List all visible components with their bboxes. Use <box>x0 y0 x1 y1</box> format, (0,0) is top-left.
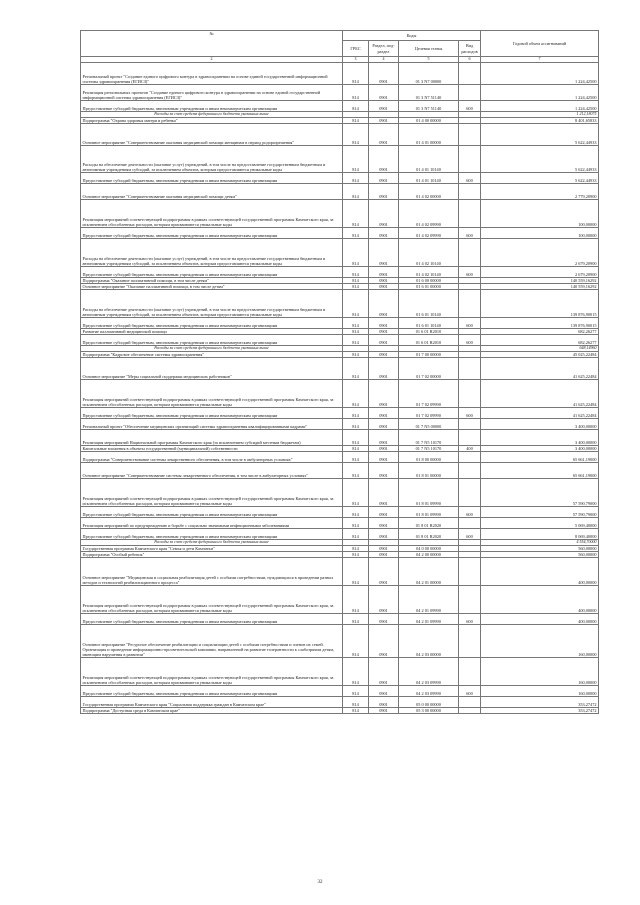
row-section: 0901 <box>369 183 399 199</box>
row-name: Реализация мероприятий по предупреждению и борьбе с социально значимыми инфекционными заболеваниями <box>81 517 343 528</box>
table-row <box>81 418 599 429</box>
table-row <box>81 528 599 539</box>
row-expense-type <box>459 696 481 707</box>
table-row <box>81 624 599 657</box>
table-row <box>81 266 599 277</box>
row-name: Развитие паллиативной медицинской помощи <box>81 328 343 334</box>
row-amount: 41 625,22484 <box>481 379 599 407</box>
row-target-article: 01 8 01 09990 <box>399 506 459 517</box>
row-amount: 140 559,16292 <box>481 283 599 289</box>
table-row <box>81 517 599 528</box>
budget-table <box>80 30 599 714</box>
note-text: Расходы за счет средств федерального бюджета указанных выше <box>81 539 343 545</box>
row-expense-type <box>459 145 481 172</box>
row-section: 0901 <box>369 100 399 111</box>
row-target-article: 05 0 00 00000 <box>399 696 459 707</box>
row-expense-type: 600 <box>459 227 481 238</box>
row-amount: 560,00000 <box>481 551 599 557</box>
row-section: 0901 <box>369 117 399 123</box>
table-row <box>81 227 599 238</box>
row-target-article: 01 8 01 R2020 <box>399 528 459 539</box>
row-grbs: 814 <box>343 506 369 517</box>
note-amount: 648,14960 <box>481 345 599 351</box>
table-row <box>81 506 599 517</box>
row-amount: 1 224,42500 <box>481 62 599 84</box>
row-grbs: 814 <box>343 123 369 145</box>
row-target-article: 01 8 01 00000 <box>399 462 459 478</box>
row-amount: 5 069,40000 <box>481 517 599 528</box>
row-amount: 353,27472 <box>481 696 599 707</box>
row-expense-type <box>459 624 481 657</box>
row-name: Подпрограмма "Совершенствование системы лекарственного обеспечения, в том числе в амбулаторных условиях" <box>81 451 343 462</box>
row-target-article: 01 7 02 09990 <box>399 407 459 418</box>
table-row <box>81 172 599 183</box>
row-section: 0901 <box>369 506 399 517</box>
row-grbs: 814 <box>343 100 369 111</box>
table-row <box>81 685 599 696</box>
row-name: Расходы на обеспечение деятельности (оказание услуг) учреждений, в том числе на предоставление государственным бюджетным и автономным учреждениям субсидий, за исключением объектов, которым предоставляются уникальные коды <box>81 289 343 317</box>
header-codes: Коды <box>343 31 481 41</box>
row-name: Капитальные вложения в объекты государственной (муниципальной) собственности <box>81 445 343 451</box>
budget-table-sheet <box>80 30 598 714</box>
row-name: Предоставление субсидий бюджетным, автономным учреждениям и иным некоммерческим организациям <box>81 227 343 238</box>
row-section: 0901 <box>369 462 399 478</box>
row-grbs: 814 <box>343 172 369 183</box>
row-grbs: 814 <box>343 585 369 613</box>
row-name: Основное мероприятие "Совершенствование системы лекарственного обеспечения, в том числе в амбулаторных условиях" <box>81 462 343 478</box>
row-target-article: 01 8 01 R2020 <box>399 517 459 528</box>
row-section: 0901 <box>369 528 399 539</box>
row-name: Предоставление субсидий бюджетным, автономным учреждениям и иным некоммерческим организациям <box>81 334 343 345</box>
row-amount: 2 679,20900 <box>481 238 599 266</box>
row-section: 0901 <box>369 145 399 172</box>
row-expense-type <box>459 238 481 266</box>
row-amount: 5 622,44933 <box>481 145 599 172</box>
header-grbs: ГРБС <box>343 41 369 57</box>
table-row <box>81 407 599 418</box>
row-section: 0901 <box>369 379 399 407</box>
row-target-article: 01 7 N5 10170 <box>399 445 459 451</box>
row-amount: 100,00000 <box>481 227 599 238</box>
row-section: 0901 <box>369 199 399 227</box>
row-grbs: 814 <box>343 462 369 478</box>
row-target-article: 04 2 00 00000 <box>399 551 459 557</box>
column-index: 4 <box>369 57 399 63</box>
row-amount: 400,00000 <box>481 557 599 585</box>
row-name: Основное мероприятие "Ресурсное обеспечение реабилитации и социализации детей с особыми потребностями и членов их семей. Организация и проведение информационно-просветительской кампании, направленной на развитие толерантности к слабозрячим детям, имеющим нарушения в развитии" <box>81 624 343 657</box>
row-amount: 139 876,90015 <box>481 289 599 317</box>
row-amount: 100,00000 <box>481 199 599 227</box>
table-row <box>81 429 599 445</box>
row-name: Подпрограмма "Охрана здоровья матери и ребенка" <box>81 117 343 123</box>
row-amount: 65 661,19000 <box>481 462 599 478</box>
row-amount: 2 779,20900 <box>481 183 599 199</box>
row-expense-type: 600 <box>459 613 481 624</box>
row-section: 0901 <box>369 123 399 145</box>
row-grbs: 814 <box>343 145 369 172</box>
row-name: Региональный проект "Обеспечение медицинских организаций системы здравоохранения квалифицированными кадрами" <box>81 418 343 429</box>
row-section: 0901 <box>369 351 399 357</box>
row-expense-type <box>459 462 481 478</box>
row-target-article: 01 7 00 00000 <box>399 351 459 357</box>
row-target-article: 01 7 N5 10170 <box>399 429 459 445</box>
row-grbs: 814 <box>343 62 369 84</box>
row-expense-type <box>459 657 481 685</box>
row-target-article: 01 4 02 09990 <box>399 199 459 227</box>
row-grbs: 814 <box>343 357 369 379</box>
row-grbs: 814 <box>343 528 369 539</box>
row-target-article: 01 7 02 00000 <box>399 357 459 379</box>
row-section: 0901 <box>369 551 399 557</box>
row-name: Предоставление субсидий бюджетным, автономным учреждениям и иным некоммерческим организациям <box>81 407 343 418</box>
row-expense-type <box>459 379 481 407</box>
row-amount: 682,26277 <box>481 328 599 334</box>
note-text: Расходы за счет средств федерального бюджета указанных выше <box>81 111 343 117</box>
row-grbs: 814 <box>343 429 369 445</box>
row-target-article: 04 2 01 09990 <box>399 613 459 624</box>
row-section: 0901 <box>369 624 399 657</box>
row-name: Предоставление субсидий бюджетным, автономным учреждениям и иным некоммерческим организациям <box>81 613 343 624</box>
row-expense-type <box>459 557 481 585</box>
row-grbs: 814 <box>343 227 369 238</box>
row-amount: 3 400,00000 <box>481 445 599 451</box>
row-section: 0901 <box>369 172 399 183</box>
row-section: 0901 <box>369 696 399 707</box>
column-index: 6 <box>459 57 481 63</box>
column-index: 7 <box>481 57 599 63</box>
row-name: Предоставление субсидий бюджетным, автономным учреждениям и иным некоммерческим организациям <box>81 528 343 539</box>
row-name: Реализация мероприятий соответствующей подпрограммы в рамках соответствующей государственной программы Камчатского края, за исключением обособленных расходов, которым присваиваются уникальные коды <box>81 478 343 506</box>
row-expense-type <box>459 183 481 199</box>
row-amount: 3 400,00000 <box>481 418 599 429</box>
row-section: 0901 <box>369 227 399 238</box>
table-row <box>81 613 599 624</box>
row-section: 0901 <box>369 657 399 685</box>
row-expense-type <box>459 517 481 528</box>
row-amount: 41 625,22484 <box>481 407 599 418</box>
row-expense-type: 600 <box>459 506 481 517</box>
table-row <box>81 462 599 478</box>
row-name: Подпрограмма "Оказание паллиативной помощи, в том числе детям" <box>81 277 343 283</box>
row-amount: 8 401,65833 <box>481 117 599 123</box>
table-row <box>81 317 599 328</box>
row-grbs: 814 <box>343 379 369 407</box>
row-target-article: 01 3 N7 51140 <box>399 84 459 100</box>
table-row <box>81 199 599 227</box>
row-name: Региональный проект "Создание единого цифрового контура в здравоохранении на основе единой государственной информационной системы здравоохранения (ЕГИСЗ)" <box>81 62 343 84</box>
header-annual-volume: Годовой объем ассигнований <box>481 31 599 57</box>
row-section: 0901 <box>369 84 399 100</box>
row-section: 0901 <box>369 585 399 613</box>
header-razdel: Раздел, под-раздел <box>369 41 399 57</box>
row-grbs: 814 <box>343 266 369 277</box>
row-target-article: 01 4 01 10140 <box>399 145 459 172</box>
row-grbs: 814 <box>343 289 369 317</box>
row-name: Государственная программа Камчатского края "Семья и дети Камчатки" <box>81 545 343 551</box>
row-expense-type <box>459 418 481 429</box>
row-name: Основное мероприятие "Медицинская и социальная реабилитация детей с особыми потребностями, нуждающихся в проведении разных методов и технологий реабилитационного процесса" <box>81 557 343 585</box>
table-row <box>81 123 599 145</box>
note-amount: 1 212,18075 <box>481 111 599 117</box>
row-amount: 682,26277 <box>481 334 599 345</box>
table-row <box>81 707 599 713</box>
row-grbs: 814 <box>343 183 369 199</box>
row-amount: 140 559,16292 <box>481 277 599 283</box>
table-row <box>81 478 599 506</box>
table-row <box>81 451 599 462</box>
row-target-article: 01 6 00 00000 <box>399 277 459 283</box>
row-grbs: 814 <box>343 334 369 345</box>
header-expense-type: Вид расходов <box>459 41 481 57</box>
row-grbs: 814 <box>343 545 369 551</box>
row-expense-type: 600 <box>459 172 481 183</box>
row-section: 0901 <box>369 357 399 379</box>
row-grbs: 814 <box>343 613 369 624</box>
row-expense-type: 600 <box>459 317 481 328</box>
row-amount: 560,00000 <box>481 545 599 551</box>
row-section: 0901 <box>369 283 399 289</box>
row-name: Реализация региональных проектов "Создание единого цифрового контура в здравоохранении на основе единой государственной информационной системы здравоохранения (ЕГИСЗ)" <box>81 84 343 100</box>
row-amount: 160,00000 <box>481 685 599 696</box>
row-grbs: 814 <box>343 407 369 418</box>
table-row <box>81 62 599 84</box>
table-row <box>81 557 599 585</box>
row-name: Реализация мероприятий соответствующей подпрограммы в рамках соответствующей государственной программы Камчатского края, за исключением обособленных расходов, которым присваиваются уникальные коды <box>81 199 343 227</box>
table-row <box>81 696 599 707</box>
header-target-article: Целевая статья <box>399 41 459 57</box>
row-target-article: 01 4 01 00000 <box>399 123 459 145</box>
table-row <box>81 100 599 111</box>
row-grbs: 814 <box>343 557 369 585</box>
header-number: № <box>81 31 343 57</box>
row-grbs: 814 <box>343 551 369 557</box>
row-target-article: 01 8 01 09990 <box>399 478 459 506</box>
table-body <box>81 62 599 713</box>
row-section: 0901 <box>369 328 399 334</box>
row-target-article: 01 7 N5 00000 <box>399 418 459 429</box>
row-name: Предоставление субсидий бюджетным, автономным учреждениям и иным некоммерческим организациям <box>81 685 343 696</box>
row-expense-type: 600 <box>459 685 481 696</box>
row-section: 0901 <box>369 685 399 696</box>
column-index: 5 <box>399 57 459 63</box>
note-text: Расходы за счет средств федерального бюджета указанных выше <box>81 345 343 351</box>
table-row <box>81 145 599 172</box>
row-section: 0901 <box>369 451 399 462</box>
row-grbs: 814 <box>343 117 369 123</box>
row-grbs: 814 <box>343 445 369 451</box>
row-expense-type <box>459 62 481 84</box>
row-expense-type <box>459 123 481 145</box>
row-section: 0901 <box>369 707 399 713</box>
row-amount: 57 590,79000 <box>481 478 599 506</box>
row-name: Основное мероприятие "Совершенствование оказания медицинской помощи женщинам в период родоразрешения" <box>81 123 343 145</box>
row-target-article: 05 3 00 00000 <box>399 707 459 713</box>
row-grbs: 814 <box>343 685 369 696</box>
row-amount: 160,00000 <box>481 624 599 657</box>
column-index: 3 <box>343 57 369 63</box>
row-grbs: 814 <box>343 238 369 266</box>
table-row <box>81 183 599 199</box>
row-grbs: 814 <box>343 351 369 357</box>
row-grbs: 814 <box>343 657 369 685</box>
row-expense-type <box>459 451 481 462</box>
row-amount: 2 679,20900 <box>481 266 599 277</box>
row-amount: 400,00000 <box>481 613 599 624</box>
row-expense-type: 400 <box>459 445 481 451</box>
row-expense-type <box>459 199 481 227</box>
row-expense-type: 600 <box>459 334 481 345</box>
row-grbs: 814 <box>343 451 369 462</box>
row-expense-type <box>459 585 481 613</box>
row-name: Предоставление субсидий бюджетным, автономным учреждениям и иным некоммерческим организациям <box>81 506 343 517</box>
row-section: 0901 <box>369 334 399 345</box>
row-grbs: 814 <box>343 478 369 506</box>
row-section: 0901 <box>369 445 399 451</box>
row-section: 0901 <box>369 517 399 528</box>
row-name: Реализация мероприятий соответствующей подпрограммы в рамках соответствующей государственной программы Камчатского края, за исключением обособленных расходов, которым присваиваются уникальные коды <box>81 657 343 685</box>
row-section: 0901 <box>369 317 399 328</box>
table-row <box>81 334 599 345</box>
row-name: Государственная программа Камчатского края "Социальная поддержка граждан в Камчатском крае" <box>81 696 343 707</box>
row-target-article: 01 7 02 09990 <box>399 379 459 407</box>
row-target-article: 01 6 01 R2010 <box>399 334 459 345</box>
row-section: 0901 <box>369 289 399 317</box>
row-section: 0901 <box>369 545 399 551</box>
row-name: Расходы на обеспечение деятельности (оказание услуг) учреждений, в том числе на предоставление государственным бюджетным и автономным учреждениям субсидий, за исключением объектов, которым предоставляются уникальные коды <box>81 145 343 172</box>
row-grbs: 814 <box>343 707 369 713</box>
table-row <box>81 357 599 379</box>
row-section: 0901 <box>369 478 399 506</box>
row-expense-type <box>459 289 481 317</box>
row-grbs: 814 <box>343 517 369 528</box>
row-name: Подпрограмма "Доступная среда в Камчатском крае" <box>81 707 343 713</box>
row-name: Предоставление субсидий бюджетным, автономным учреждениям и иным некоммерческим организациям <box>81 266 343 277</box>
row-amount: 45 025,22484 <box>481 351 599 357</box>
row-name: Расходы на обеспечение деятельности (оказание услуг) учреждений, в том числе на предоставление государственным бюджетным и автономным учреждениям субсидий, за исключением объектов, которым предоставляются уникальные коды <box>81 238 343 266</box>
row-section: 0901 <box>369 613 399 624</box>
row-section: 0901 <box>369 266 399 277</box>
row-target-article: 04 2 01 09990 <box>399 585 459 613</box>
row-amount: 5 622,44933 <box>481 172 599 183</box>
row-grbs: 814 <box>343 283 369 289</box>
row-section: 0901 <box>369 418 399 429</box>
row-amount: 3 400,00000 <box>481 429 599 445</box>
row-amount: 1 224,42500 <box>481 84 599 100</box>
row-target-article: 04 2 03 09990 <box>399 685 459 696</box>
row-amount: 5 622,44933 <box>481 123 599 145</box>
row-target-article: 04 2 03 00000 <box>399 624 459 657</box>
table-row <box>81 238 599 266</box>
row-target-article: 04 2 01 00000 <box>399 557 459 585</box>
row-name: Основное мероприятие "Совершенствование оказания медицинской помощи детям" <box>81 183 343 199</box>
row-section: 0901 <box>369 557 399 585</box>
row-target-article: 01 4 02 10140 <box>399 238 459 266</box>
row-name: Основное мероприятие "Оказание паллиативной помощи, в том числе детям" <box>81 283 343 289</box>
page-number: 32 <box>317 880 323 885</box>
row-expense-type: 600 <box>459 100 481 111</box>
column-index: 2 <box>81 57 343 63</box>
row-target-article: 01 8 00 00000 <box>399 451 459 462</box>
row-expense-type: 600 <box>459 266 481 277</box>
row-grbs: 814 <box>343 277 369 283</box>
row-name: Реализация мероприятий Национальной программы Камчатского края (за исключением субсидий местным бюджетам) <box>81 429 343 445</box>
row-target-article: 04 0 00 00000 <box>399 545 459 551</box>
row-grbs: 814 <box>343 84 369 100</box>
row-name: Основное мероприятие "Меры социальной поддержки медицинских работников" <box>81 357 343 379</box>
row-section: 0901 <box>369 407 399 418</box>
row-amount: 139 876,90015 <box>481 317 599 328</box>
row-section: 0901 <box>369 238 399 266</box>
row-grbs: 814 <box>343 696 369 707</box>
row-expense-type <box>459 429 481 445</box>
row-target-article: 01 4 02 09990 <box>399 227 459 238</box>
row-grbs: 814 <box>343 317 369 328</box>
row-expense-type <box>459 84 481 100</box>
note-amount: 4 554,70000 <box>481 539 599 545</box>
row-section: 0901 <box>369 62 399 84</box>
row-expense-type: 600 <box>459 407 481 418</box>
row-expense-type <box>459 478 481 506</box>
row-target-article: 01 4 02 00000 <box>399 183 459 199</box>
row-name: Предоставление субсидий бюджетным, автономным учреждениям и иным некоммерческим организациям <box>81 100 343 111</box>
table-row <box>81 657 599 685</box>
row-expense-type: 600 <box>459 528 481 539</box>
row-target-article: 01 6 01 10140 <box>399 317 459 328</box>
row-amount: 1 224,42500 <box>481 100 599 111</box>
row-amount: 65 661,19000 <box>481 451 599 462</box>
row-grbs: 814 <box>343 199 369 227</box>
row-target-article: 04 2 03 09990 <box>399 657 459 685</box>
row-amount: 353,27472 <box>481 707 599 713</box>
row-name: Предоставление субсидий бюджетным, автономным учреждениям и иным некоммерческим организациям <box>81 317 343 328</box>
row-grbs: 814 <box>343 328 369 334</box>
row-amount: 160,00000 <box>481 657 599 685</box>
row-target-article: 01 6 01 00000 <box>399 283 459 289</box>
row-target-article: 01 4 01 10140 <box>399 172 459 183</box>
table-row <box>81 379 599 407</box>
table-row <box>81 289 599 317</box>
row-target-article: 01 3 N7 51140 <box>399 100 459 111</box>
table-row <box>81 84 599 100</box>
row-amount: 57 590,79000 <box>481 506 599 517</box>
table-row <box>81 585 599 613</box>
row-name: Реализация мероприятий соответствующей подпрограммы в рамках соответствующей государственной программы Камчатского края, за исключением обособленных расходов, которым присваиваются уникальные коды <box>81 585 343 613</box>
row-target-article: 01 6 01 R2010 <box>399 328 459 334</box>
row-name: Подпрограмма "Особый ребенок" <box>81 551 343 557</box>
row-amount: 41 625,22484 <box>481 357 599 379</box>
row-expense-type <box>459 707 481 713</box>
row-grbs: 814 <box>343 418 369 429</box>
row-target-article: 01 4 02 10140 <box>399 266 459 277</box>
row-grbs: 814 <box>343 624 369 657</box>
row-amount: 8 069,40000 <box>481 528 599 539</box>
row-section: 0901 <box>369 429 399 445</box>
row-section: 0901 <box>369 277 399 283</box>
row-amount: 400,00000 <box>481 585 599 613</box>
row-name: Реализация мероприятий соответствующей подпрограммы в рамках соответствующей государственной программы Камчатского края, за исключением обособленных расходов, которым присваиваются уникальные коды <box>81 379 343 407</box>
row-name: Подпрограмма "Кадровое обеспечение системы здравоохранения" <box>81 351 343 357</box>
row-target-article: 01 4 00 00000 <box>399 117 459 123</box>
row-expense-type <box>459 357 481 379</box>
row-target-article: 01 6 01 10140 <box>399 289 459 317</box>
row-name: Предоставление субсидий бюджетным, автономным учреждениям и иным некоммерческим организациям <box>81 172 343 183</box>
row-target-article: 01 3 N7 00000 <box>399 62 459 84</box>
